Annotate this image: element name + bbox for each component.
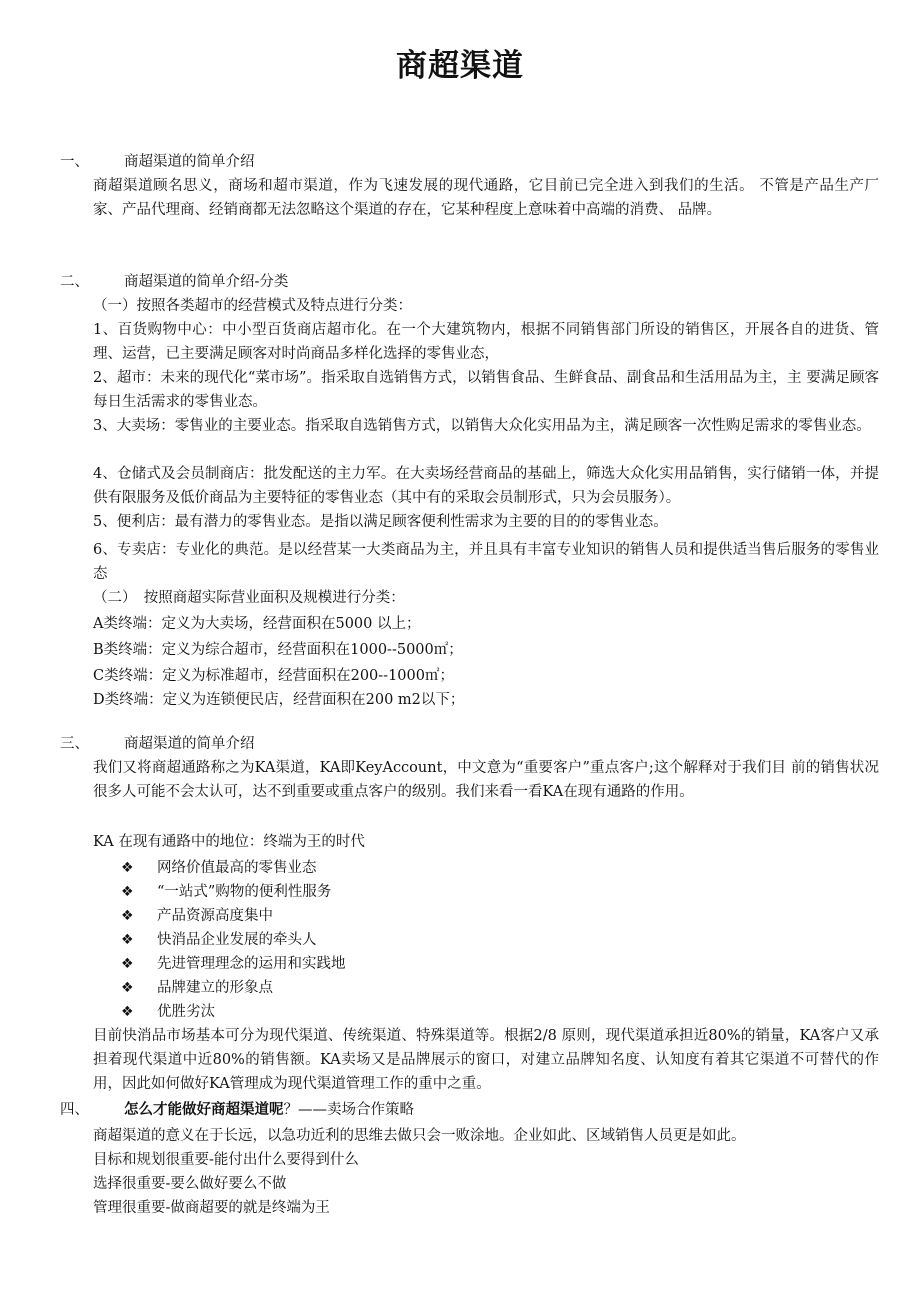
section-number: 四、 bbox=[60, 1102, 89, 1118]
section-number: 三、 bbox=[60, 736, 89, 752]
page-title: 商超渠道 bbox=[396, 48, 524, 84]
list-item: 1、百货购物中心：中小型百货商店超市化。在一个大建筑物内，根据不同销售部门所设的销售区，开展各自的进货、管理、运营，已主要满足顾客对时尚商品多样化选择的零售业态， bbox=[93, 322, 879, 362]
section-1-body: 商超渠道顾名思义，商场和超市渠道，作为飞速发展的现代通路，它目前已完全进入到我们的生活。 不管是产品生产厂家、产品代理商、经销商都无法忽略这个渠道的存在，它某种程度上意味着中高端的消费、 品牌。 bbox=[93, 178, 879, 218]
diamond-bullet-icon: ❖ bbox=[121, 884, 134, 900]
section-1-heading bbox=[60, 150, 255, 174]
bullet-item: ❖ 网络价值最高的零售业态 bbox=[121, 856, 317, 880]
section-title-rest: ？——卖场合作策略 bbox=[283, 1102, 414, 1118]
section-title: 商超渠道的简单介绍 bbox=[124, 736, 255, 752]
ka-position-title: KA 在现有通路中的地位：终端为王的时代 bbox=[93, 834, 365, 850]
list-item: 6、专卖店：专业化的典范。是以经营某一大类商品为主，并且具有丰富专业知识的销售人员和提供适当售后服务的零售业态 bbox=[93, 542, 879, 582]
diamond-bullet-icon: ❖ bbox=[121, 980, 134, 996]
terminal-class-b: B类终端：定义为综合超市，经营面积在1000--5000㎡； bbox=[93, 642, 463, 658]
list-item: 5、便利店：最有潜力的零售业态。是指以满足顾客便利性需求为主要的目的的零售业态。 bbox=[93, 514, 668, 530]
subsection-1-title: （一）按照各类超市的经营模式及特点进行分类： bbox=[93, 298, 412, 314]
bullet-item: ❖ 优胜劣汰 bbox=[121, 1000, 215, 1024]
subsection-2-title: （二） 按照商超实际营业面积及规模进行分类： bbox=[93, 590, 405, 606]
section-4-line: 选择很重要-要么做好要么不做 bbox=[93, 1176, 287, 1192]
section-3-heading bbox=[60, 732, 255, 756]
diamond-bullet-icon: ❖ bbox=[121, 932, 134, 948]
terminal-class-a: A类终端：定义为大卖场，经营面积在5000 以上； bbox=[93, 616, 421, 632]
section-title: 商超渠道的简单介绍 bbox=[124, 154, 255, 170]
diamond-bullet-icon: ❖ bbox=[121, 860, 134, 876]
section-4-line: 商超渠道的意义在于长远，以急功近利的思维去做只会一败涂地。企业如此、区域销售人员更是如此。 bbox=[93, 1128, 746, 1144]
bullet-item: ❖ 快消品企业发展的牵头人 bbox=[121, 928, 317, 952]
section-number: 二、 bbox=[60, 274, 89, 290]
section-2-heading bbox=[60, 270, 288, 294]
section-number: 一、 bbox=[60, 154, 89, 170]
section-title-bold: 怎么才能做好商超渠道呢 bbox=[124, 1101, 284, 1118]
bullet-item: ❖ 品牌建立的形象点 bbox=[121, 976, 273, 1000]
list-item: 2、超市：未来的现代化“菜市场”。指采取自选销售方式，以销售食品、生鲜食品、副食品和生活用品为主，主 要满足顾客每日生活需求的零售业态。 bbox=[93, 370, 879, 410]
diamond-bullet-icon: ❖ bbox=[121, 908, 134, 924]
list-item: 4、仓储式及会员制商店：批发配送的主力军。在大卖场经营商品的基础上，筛选大众化实用品销售，实行储销一体，并提供有限服务及低价商品为主要特征的零售业态（其中有的采取会员制形式，只为会员服务）。 bbox=[93, 466, 879, 506]
bullet-item: ❖ 先进管理理念的运用和实践地 bbox=[121, 952, 346, 976]
list-item: 3、大卖场：零售业的主要业态。指采取自选销售方式，以销售大众化实用品为主，满足顾客一次性购足需求的零售业态。 bbox=[93, 418, 871, 434]
section-3-conclusion: 目前快消品市场基本可分为现代渠道、传统渠道、特殊渠道等。根据2/8 原则，现代渠道承担近80%的销量，KA客户又承担着现代渠道中近80%的销售额。KA卖场又是品牌展示的窗口，对建立品牌知名度、认知度有着其它渠道不可替代的作用，因此如何做好KA管理成为现代渠道管理工作的重中之重。 bbox=[93, 1028, 879, 1092]
terminal-class-c: C类终端：定义为标准超市，经营面积在200--1000㎡； bbox=[93, 668, 454, 684]
bullet-item: ❖ 产品资源高度集中 bbox=[121, 904, 273, 928]
terminal-class-d: D类终端：定义为连锁便民店，经营面积在200 m2以下； bbox=[93, 692, 465, 708]
section-4-line: 管理很重要-做商超要的就是终端为王 bbox=[93, 1200, 330, 1216]
section-3-body: 我们又将商超通路称之为KA渠道，KA即KeyAccount，中文意为“重要客户”重点客户;这个解释对于我们目 前的销售状况很多人可能不会太认可，达不到重要或重点客户的级别。我们来看一看KA在现有通路的作用。 bbox=[93, 760, 879, 800]
diamond-bullet-icon: ❖ bbox=[121, 1004, 134, 1020]
section-4-heading bbox=[60, 1098, 414, 1122]
section-4-line: 目标和规划很重要-能付出什么要得到什么 bbox=[93, 1152, 359, 1168]
bullet-item: ❖ “一站式”购物的便利性服务 bbox=[121, 880, 331, 904]
diamond-bullet-icon: ❖ bbox=[121, 956, 134, 972]
section-title: 商超渠道的简单介绍-分类 bbox=[124, 274, 289, 290]
